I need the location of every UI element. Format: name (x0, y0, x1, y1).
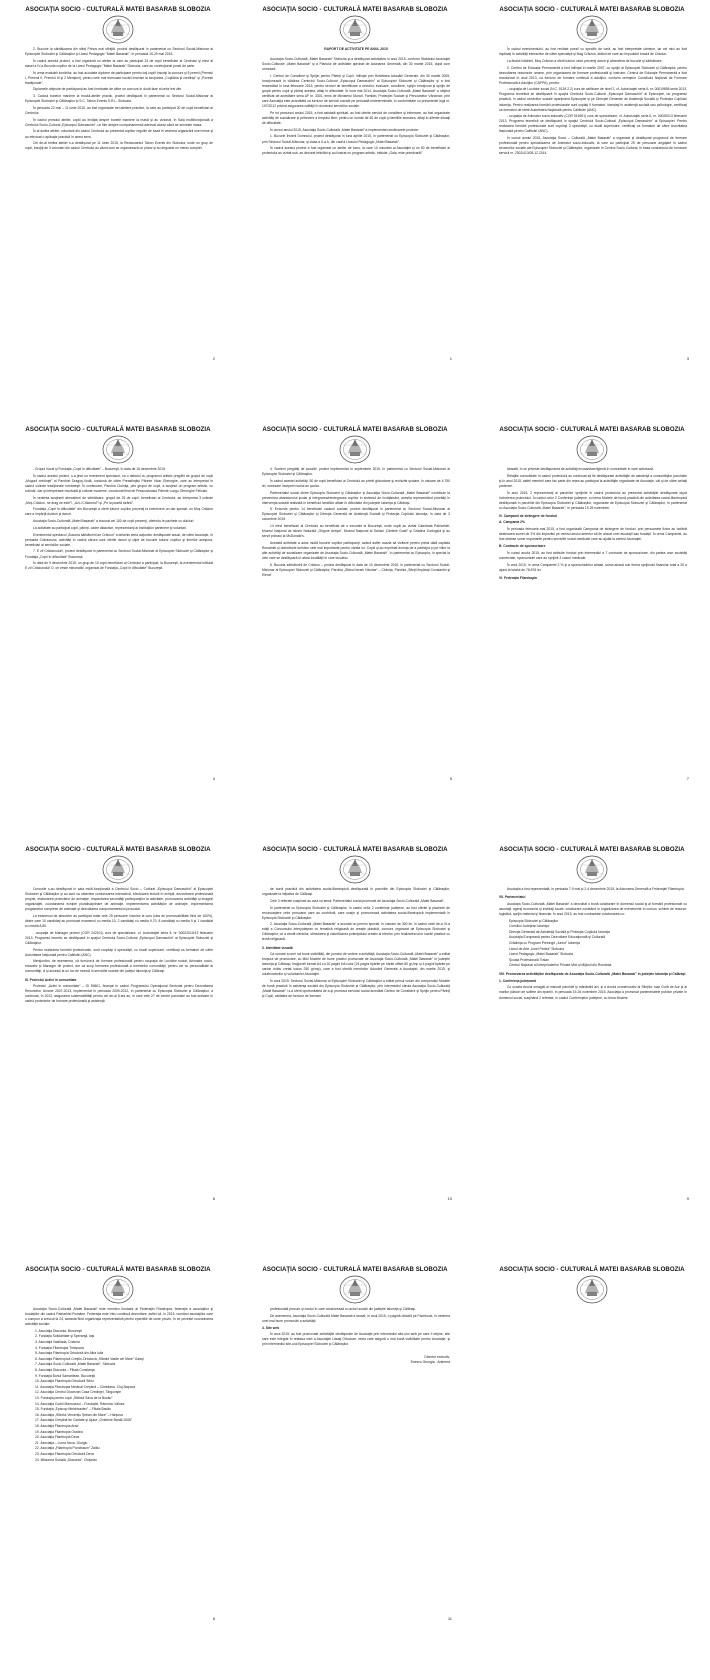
paragraph: Menţionăm, de asemenea, că furnizorul de formare profesională pentru ocupaţia de Lucrător social, Animator socio-educativ şi Manager de proiect, are ca scop formarea profesională a membrilor comunităţii, pentru cei cu personalitate al comunităţii, ci şi accesul la un loc de muncă în serviciile sociale din judeţul Ialomiţa şi Călăraşi. (25, 959, 213, 974)
list-item: 21. Asociaţia – Lucra Nova, Giurgiu (35, 1440, 88, 1445)
page-number: 8 (212, 1196, 215, 1201)
list-item: 23. Asociaţia Filantropia Ortodoxă Deva (35, 1451, 94, 1456)
signature-line: Director executiv, (424, 1355, 450, 1360)
list (35, 1329, 213, 1463)
paragraph: Relaţiile consolidate în cadrul proiectului au continuat să fie desfăşurate activităţile de asistenţă a comunităţilor parohiale şi în anul 2015, astfel membrii care fac parte din rețea au participat la activităţile organizate de Asociaţie, cât şi de către ceilalţi parteneri. (499, 473, 687, 488)
paragraph: Această activitate a adus multă bucurie copiilor participanţi, având astfel ocazia să viziteze pentru prima dată capitala României şi obiectivele turistice cele mai importante pentru vârsta lor. Copiii şi-au exprimat dorinţa de a participa şi pe viitor la alte activităţi de socializare organizate de Asociaţia Socio-Culturală „Matei Basarab”, în parteneriat cu Episcopia, în special la cele care se desfăşoară în afara localităţii în care locuiesc. (262, 541, 450, 561)
paragraph: În vederea susţinerii atmosferei de sărbătoare, grupul de 25 de copii, beneficiari ai Centrului, au interpretat 3 colinde „Moş Crăciun, ne drag ne este”!, „Azi-i Crăciunul”! şi „Pe la poartă strănii”. (25, 495, 213, 505)
page-header: ASOCIAŢIA SOCIO - CULTURALĂ MATEI BASARAB SLOBOZIA (499, 426, 685, 433)
list-item: Liceul Pedagogic „Matei Basarab” Slobozia (509, 952, 573, 957)
page-body (499, 887, 687, 1002)
list-item: 11. Asociaţia Filantropia Medical Creştină – Christiana, Cluj-Napoca (35, 1384, 136, 1389)
paragraph: Cu ocazia Anului omagial al misiunii parohiei şi mănăstirii azi, şi a Anului comemorativ al Sfinţilor Ioan Gură de Aur şi al marilor păstori de suflete din eparhii, în perioada 19-26 noiembrie 2015, Asociaţia a promovat parteneriatele publice private în domeniul social, susţinând 2 referate, în cadrul Conferinţelor judeţene, cu tema Modele (499, 985, 687, 1000)
list-item: 14. Asociaţia Codrii Mamucului – Fundaţiei, Râmnicu Vâlcea (35, 1401, 125, 1406)
document-page (474, 0, 710, 420)
paragraph: - ocupaţia de Lucrător social (N.C. 5139.2.2) curs de calificare de nivel 2, cf. Autorizaţiei seria IL nr. 00019858 seria 2013. Programul teoretică se desfăşoară în spaţiul Centrului Socio-Cultural „Episcopul Damaschin” al Episcopiei, iar programul practică, în cadrul serviciilor sociale aparţinând Episcopiei şi pe Direcţiei Generale de Asistenţă Socială şi Protecţia Copilului Ialomiţa. Pentru realizarea formării profesionale sunt cuplaţi 9 formatori, licenţiaţi în asistenţă socială sau psihologie, certificaţi ca formatori de către Autoritatea Naţională pentru Calificări (ANC). (499, 87, 687, 112)
emblem-logo (337, 854, 373, 885)
list (509, 919, 687, 969)
page-header: ASOCIAŢIA SOCIO - CULTURALĂ MATEI BASARAB SLOBOZIA (262, 426, 448, 433)
paragraph: Parteneriatul social dintre Episcopia Sloboziei şi Călăraşilor şi Asociaţia Socio-Culturală „Matei Basarab” contribuie la prevenirea abandonului şcolar şi integrarea/reintegrarea copiilor în sistemul de învăţământ, aceștia reprezentând priorităţi în intervenţia socială realizată în beneficiul familiilor aflate în dificultate din judeţele Ialomiţa şi Călăraşi. (262, 490, 450, 505)
document-page (474, 1260, 710, 1680)
paragraph: În anul 2015, 2 reprezentanţi ai parohiilor sprijinite în cadrul proiectului au prezentat activităţile desfăşurate după încheierea proiectului. În cadrul celor 2 Conferinţe judeţene, cu tema Modele de bună practică din activitatea social-filantropică desfăşurată în parohiile din Episcopia Sloboziei şi Călăraşilor, organizate de Episcopia Sloboziei şi Călăraşilor, în parteneriat cu Asociaţia Socio-Culturală „Matei Basarab”, în perioada 19-25 noiembrie. (499, 490, 687, 510)
page-number: 2 (212, 356, 215, 361)
paragraph: În cursul anului 2015, au fost atribuite fonduri prin intermediul a 7 contracte de sponsorizare, din partea unor societăţi comerciale, sponsorizări care au sprijinit 3 cazuri medicale. (499, 550, 687, 560)
paragraph: În data de 9 decembrie 2015, un grup de 10 copii beneficiari ai Centrului a participat, la Bucureşti, la evenimentul intitulat E ziI Crăciunului! O, ce veste minunată!, organizat de Fundaţia „Copii în dificultate” Bucureşti. (25, 561, 213, 571)
paragraph: Evenimentul spectacol „Bucuria sărbătoririi de Crăciun” a deschis seria acţiunilor desfăşurate anual, de către Asociaţie, în perioada Crăciunului, activităţi în cadrul cărora sunt oferite daruri şi clipe de bucurie tuturor copiilor şi tinerilor aceştora, beneficiari ai serviciilor sociale. (25, 532, 213, 547)
page-number: 5 (449, 776, 452, 781)
signature-block (262, 1355, 450, 1365)
paragraph: 6. Bucuria sărbătoririi de Crăciun – proiect desfăşurat în data de 10 decembrie 2015, în parteneriat cu Sectorul Social-Misionar al Episcopiei Sloboziei şi Călăraşilor, Parohia „Sfânul Ierarh Nicolae” – Ciulniţa, Parohia „Sfinţii Împăraţi Constantin şi Elena” (262, 562, 450, 578)
page-body (262, 1307, 450, 1365)
document-page (237, 1260, 473, 1680)
page-body (25, 467, 213, 573)
page-header: ASOCIAŢIA SOCIO - CULTURALĂ MATEI BASARAB SLOBOZIA (262, 846, 448, 853)
paragraph: profesională precum şi modul în care colaborează cu actori sociali din judeţele Ialomiţa şi Călăraşi. (270, 1307, 416, 1311)
page-header: ASOCIAŢIA SOCIO - CULTURALĂ MATEI BASARAB SLOBOZIA (499, 846, 685, 853)
page-body (262, 887, 450, 1001)
paragraph: 2. Bucurie la sărbătoarea din sfinţi Prinos mai sfinţită, proiect desfăşurat în parteneriat cu Sectorul Social-Misionar al Episcopiei Sloboziei şi Călăraşilor şi Liceul Pedagogic "Matei Basarab", în perioada 15-29 mai 2015. (25, 47, 213, 57)
list-item: 19. Asociaţia Filantropia Oradea (35, 1429, 83, 1434)
emblem-logo (100, 434, 136, 465)
list-item: 8. Asociaţia Diaconia – Filiala Constanţa (35, 1368, 95, 1373)
document-page (0, 0, 236, 420)
list-item: 24. Misiunea Socială „Diaconia”, Chişinău (35, 1457, 97, 1462)
list-item: 7. Asociaţia Socio-Culturală „Matei Basarab”, Slobozia (35, 1362, 116, 1367)
paragraph: În cadrul acestei activităţi, 50 de copii beneficiari ai Centrului au primit ghiozdane şi rechizite şcolare, în valoare de 4.750 lei, necesare începerii noului an şcolar. (262, 478, 450, 488)
paragraph: În cursul anului 2015, Asociaţia Socio – Culturală „Matei Basarab” a organizat şi desfăşurat programul de formare profesională pentru specializarea de Animator socio-educativ, la care au participat 25 de persoane angajate în cadrul structurilor sociale ale Episcopiei Sloboziei şi Călăraşilor, organizate în Centrul Socio-Cultural, în baza contractului de furnizare servicii nr. 2302/413/05.12.2014. (499, 136, 687, 156)
paragraph: Diplomele obţinute de participanţi au fost înmânate de către un concurs în două faze al celor trei zile. (33, 87, 183, 92)
paragraph: Asociaţia Socio-Culturală „Matei Basarab” a bucurat cei 100 de copii prezenţi, oferindu-le pachete cu dulciuri. (33, 519, 195, 524)
subsection-heading: A. Campania 2% (499, 520, 526, 525)
document-page (0, 420, 236, 840)
paragraph: de bună practică din activitatea social-filantropică desfăşurată în parohiile din Episcopia Sloboziei şi Călăraşilor, organizate la iniţiativa de Călăraşi. (262, 887, 450, 897)
paragraph: 3. Cadoul bunelor maniere la modul-atelier practic, proiect desfăşurat în parteneriat cu Sectorul Social-Misionar al Episcopiei Sloboziei şi Călăraşilor şi S.C. Tabon Events S.R.L. Slobozia. (25, 94, 213, 104)
list-item: Asociaţia Europeană pentru Dezvoltare Educaţională şi Culturală (509, 935, 606, 940)
page-number: 11 (447, 1616, 452, 1621)
page-header: ASOCIAŢIA SOCIO - CULTURALĂ MATEI BASARAB SLOBOZIA (262, 6, 448, 13)
list-item: Centrul Naţional al Intreprinderilor Private Mici şi Mijlocii din România. (509, 963, 613, 968)
document-page (237, 420, 473, 840)
paragraph: Pentru realizarea formării profesionale, sunt cooptaţi 4 specialişti, cu studii superioare, certificaţi ca formatori de către Autoritatea Naţională pentru Calificări (ANC). (25, 947, 213, 957)
page-body (25, 47, 213, 153)
list-item: 9. Fundaţia Bunul Samaritean, Bucureşti (35, 1373, 96, 1378)
paragraph: 2. Asociaţia Socio-Culturală „Matei Basarab” a acordat un premiu special, în valoare de 300 lei, în cadrul celei de-a VI-a ediţii a Concursului interjudeţean cu tematică religioasă de creaţie plastică, concurs organizat de Episcopia Sloboziei şi Călăraşilor, ce a cinstit clericilor, stimularea şi valorificarea potenţialului creativ al elevilor, prin realizarea unor lucrări plastice cu temă religioasă. (262, 922, 450, 942)
paragraph: Asociaţia Socio-Culturală „Matei Basarab” este membru fondator al Federaţiei Filantropia, federaţie a asociaţiilor şi fundaţiilor din cadrul Patriarhiei Române. Federaţia este întru continuă dezvoltare, astfel că, în 2015, numărul asociaţiilor care o compun a crescut la 24, aceasta fiind organizaţia reprezentativă pentru eparhiile de unde provin, în ce privește coordonarea activităţii sociale: (25, 1307, 213, 1327)
section-heading: VIII. Promovarea activităţilor desfăşurate de Asociaţia Socio-Culturală „Matei Basarab” în judeţele Ialomiţa şi Călăraşi (499, 971, 686, 976)
section-heading: 3. Identitate vizuală (262, 945, 293, 950)
paragraph: Proiectul „Activi în comunitate” – ID 59601, finanţat în cadrul Programului Operaţional Sectorial pentru Dezvoltarea Resurselor Umane 2007-2013, implementat în perioada 2009-2012, în parteneriat cu Episcopia Sloboziei şi Călăraşilor, a continuat, în 2013, asigurarea sustenabilităţii pentru cei de-al 5-lea an, în care cele 27 de centre parohiale au fost activate în cadrul proiectelor de formare profesională şi asistenţă (25, 984, 213, 1004)
list-item: 20. Asociaţia Filantropia Deva (35, 1435, 80, 1440)
subsection-heading: 4. Site web (262, 1325, 280, 1330)
page-body (25, 1307, 213, 1465)
list-item: 10. Asociaţia Filantropia Ortodoxă Sibiu (35, 1379, 94, 1384)
emblem-logo (100, 1274, 136, 1305)
page-body (262, 47, 450, 158)
document-page (474, 420, 710, 840)
paragraph: Asociaţia a fost reprezentată, în perioada 7-9 mai şi 2-4 decembrie 2015, la Adunarea Generală a Federaţiei Filantropia. (507, 887, 685, 891)
page-header: ASOCIAŢIA SOCIO - CULTURALĂ MATEI BASARAB SLOBOZIA (25, 426, 211, 433)
page-body (499, 467, 687, 582)
emblem-logo (574, 854, 610, 885)
list-item: Grădiniţa cu Program Prelungit „Junior” Ialomiţa (509, 940, 580, 945)
paragraph: Asociaţia Socio-Culturală „Matei Basarab” a dezvoltat o bună colaborare în domeniul social şi al formării profesionale cu asociaţii, agenţi economici şi instituţii locale, colaborare constând în organizarea de evenimente în comun, schimb de resurse: logistică, sprijin material şi financiar. În anul 2015, au fost contractate colaborarea cu: (499, 901, 687, 916)
paragraph: În cadrul acestui proiect, a fost organizat un atelier la care au participat 24 de copii beneficiari ai Centrului şi elevi ai clasei a IV-a Bucuria copiilor de la Liceul Pedagogic "Matei Basarab" Slobozia, care au confecţionat ponei de carte. (25, 58, 213, 68)
page-body (25, 887, 213, 1006)
subsection-heading: B. Contracte de sponsorizare (499, 544, 546, 549)
list-item: 17. Asociaţia Creştină de Caritate şi Ajutor „Ovidenie Bardă 2006” (35, 1418, 133, 1423)
paragraph: Fundaţia „Copii în dificultate” din Bucureşti a oferit tuturor copiilor prezenţi la eveniment un dar special: un Moş Crăciun care a împărţit dulciuri şi daruri. (25, 507, 213, 517)
emblem-logo (337, 434, 373, 465)
paragraph: Asociaţia Socio-Culturală „Matei Basarab” Slobozia şi-a desfăşurat activitatea în anul 2015, conform Statutului Asociaţiei Socio-Culturale „Matei Basarab” şi a Planului de activitate aprobat de Adunarea Generală, din 30 martie 2015, după cum urmează: (262, 57, 450, 72)
list-item: 4. Fundaţia Filantropia Timişoara (35, 1345, 84, 1350)
paragraph: 1. Bucurie Învierii Domnului, proiect desfăşurat în luna aprilie 2015, în parteneriat cu Episcopia Sloboziei şi Călăraşilor, prin Sectorul Social-Misionar, şi clasa a II-a A, din cadrul Liceului Pedagogic „Matei Basarab”. (262, 134, 450, 144)
list-item: 15. Fundaţia „Episcop Melchisedec” – Filiala Bacău (35, 1407, 112, 1412)
report-title: RAPORT DE ACTIVITATE PE ANUL 2015 (324, 47, 388, 51)
paragraph: În al doilea atelier, voluntarii din cadrul Centrului au prezentat copiilor regulile de bază în vederea organizării unei mese şi au efectuat o aplicaţie practică în acest sens. (25, 129, 213, 139)
list-item: 16. Asociaţia „Sfântul Vincenţiu Şeban din Mare” – Hârşova (35, 1412, 123, 1417)
subsection-heading: 1. Conferinţa judeţeană (499, 978, 536, 983)
section-heading: VI. Federaţia Filantropia (499, 575, 537, 580)
document-page (0, 1260, 236, 1680)
list-item: Episcopia Sloboziei şi Călăraşilor (509, 918, 559, 923)
list-item: 1. Asociaţia Diaconia, Bucureşti (35, 1328, 82, 1333)
emblem-logo (574, 1274, 610, 1305)
paragraph: În anul 2015, au fost promovate activităţile desfăşurate de Asociaţie prin intermediul site-ului web pe care îl deţine, site care este integrat în rețeaua web a Asociaţiei Lăsaţi Ortodoxe, rețea care asigură o mai bună vizibilitate pentru Asociaţie, şi prin intermediul site-ului Episcopiei Sloboziei şi Călăraşilor. (262, 1332, 450, 1347)
emblem-logo (337, 1274, 373, 1305)
list-item: Şcoala Profesională Traian (509, 957, 549, 962)
document-page (474, 840, 710, 1260)
paragraph: În perioada februarie-mai 2015, a fost organizată Campania de strângere de fonduri, prin persoanele fizice au hotărât destinarea sumei de 2% din impozitul pe venitul anului anterior să fie alocat unei asociaţii sau fundaţii. În urma Campaniei, au fost strânse sume importante pentru serviciile social-medicale care au ajutat la centrul Asociaţiei. (499, 527, 687, 542)
paragraph: 7. E ziI Crăciunului!!, proiect desfăşurat în parteneriat cu Sectorul Social-Misionar al Episcopiei Sloboziei şi Călăraşilor şi Fundaţia „Copii în dificultate” Bucureşti. (25, 549, 213, 559)
paragraph: 4. Suntem pregătiţi de şcoală!, proiect implementat în septembrie 2015, în parteneriat cu Sectorul Social-Misionar al Episcopiei Sloboziei şi Călăraşilor. (262, 467, 450, 477)
list-item: 6. Asociaţia Filantropică Creştin-Ortodoxă „Sfântul Vasile cel Mare” Galaţi (35, 1356, 144, 1361)
page-header: ASOCIAŢIA SOCIO - CULTURALĂ MATEI BASARAB SLOBOZIA (25, 846, 211, 853)
page-header: ASOCIAŢIA SOCIO - CULTURALĂ MATEI BASARAB SLOBOZIA (499, 1266, 685, 1273)
paragraph: De asemenea, Asociaţia Socio-Culturală Matei Basarab a lansat, în anul 2015, o pagină oficială pe Facebook, în vederea unei mai bune promovări a activităţii. (262, 1313, 450, 1323)
paragraph: În cadrul acestui proiect a fost organizat un atelier de lucru, la care 10 voluntari ai Asociaţiei şi un 50 de beneficiari ai proiectului au vizitat sub, au decorat felicitări şi au ilustrat un program artistic, intitulat „Gala, este primăvară!” (262, 146, 450, 156)
paragraph: Cel de-al treilea atelier s-a desfăşurat pe 11 iunie 2015, la Restaurantul Tabon Events din Slobozia, unde un grup de copii, însoţiţi de 3 voluntari din cadrul Centrului au văzut cum se organizează un prânz şi au degustat un meniu complet. (25, 141, 213, 151)
list-item: 12. Asociaţia Centrul Diocezan Casa Credinţei, Târgovişte (35, 1390, 121, 1395)
signature-line: Enescu Georgia - Andreea (410, 1360, 450, 1365)
list-item: 3. Asociaţia Vasiliada, Craiova (35, 1340, 80, 1345)
paragraph: În urma evaluării lucrărilor, au fost acordate diplome de participare pentru toţi copiii înscrişi la concurs şi 5 premii (Premiul I, Premiul II, Premiul III şi 2 Menţiuni), pentru cele mai frumoase lucrări înscrise la secţiunea „Copilăria şi credinţa” şi „Povești tradiţionale”. (25, 70, 213, 85)
paragraph: II. Centrul de Educaţie Permanentă a fost înfiinţat în martie 2007, cu sprijin al Episcopiei Sloboziei şi Călăraşilor, pentru dezvoltarea resurselor umane, prin organizarea de formare profesională şi instruire. Centrul de Educaţie Permanentă a fost reautorizat în anul 2013, ca furnizor de formare continuă a adulţilor, conform cerinţelor Consiliului Naţional de Formare Profesională a Adulţilor (CNFPA), pentru: (499, 65, 687, 85)
paragraph: Cursurile s-au desfăşurat în sala multi-funcţională a Centrului Socio – Cultural „Episcopul Damaschin” al Episcopiei Sloboziei şi Călăraşilor şi au avut ca obiective comunicarea interactivă, efectuarea lecturii în echipă, dezvoltarea profesională proprie, elaborarea proiectelor de animaţie, respectarea securităţii participanţilor la activitate, promovarea activităţii şi imaginii organizaţiei, coordonarea echipei pluridisciplinare de animaţie, implementarea activităţilor de animaţie, implementarea programelor complexe de animaţie şi dezvoltarea comportamentului prosocial. (25, 887, 213, 912)
page-body (499, 47, 687, 158)
paragraph: 14 elevi beneficiari ai Centrului au beneficiat de o excursie la Bucureşti, unde copiii au vizitat Catedrala Patriarhiei, Muzeul Naţional de Istorie Naturală „Grigore Antipa”, Muzeul Naţional al Satului „Dimitrie Gusti” şi Grădina Zoologică şi au servit prânzul la McDonald’s. (262, 524, 450, 539)
paragraph: I. Centrul de Consiliere şi Sprijin pentru Părinţi şi Copii, înfiinţat prin Hotărârea Adunării Generale, din 30 martie 2005, funcţionează în clădirea Centrului Socio-Cultural „Episcopul Damaschin” al Episcopiei Sloboziei şi Călăraşilor şi a fost reacreditat în luna februarie 2013, pentru servicii de identificare a nevoilor, evaluare, consiliere, sprijin emoţional şi sprijin de grupă pentru copii şi părinţi aceștia, aflaţi în dificultate. În luna mai 2014, Asociaţia Socio-Culturală „Matei Basarab” a obţinut certificat de acreditare seria AF nr. 3301, emis de Ministerul Muncii, Familiei, Protecţiei Sociale şi Persoanelor Vârstnice, prin care Asociaţia este acreditată ca furnizor de servicii sociale pe perioadă nedeterminată, în conformitate cu prevederile legii nr. 197/2012 privind asigurarea calităţii în domeniul serviciilor sociale. (262, 73, 450, 109)
paragraph: În anul 2015, în urma Campaniei 2 % şi a sponsorizărilor atrase, suma atrasă sub forma sprijinului financiar total a 25 a ajuns la totalul de 78.876 lei. (499, 562, 687, 572)
page-number: 9 (686, 1196, 689, 1201)
emblem-logo (574, 434, 610, 465)
document-page (237, 840, 473, 1260)
paragraph: La activitate au participat copii, părinţi, cadre didactice, reprezentanţi ai instituţiilor partenere şi voluntari. (33, 525, 187, 530)
page-header: ASOCIAŢIA SOCIO - CULTURALĂ MATEI BASARAB SLOBOZIA (262, 1266, 448, 1273)
page-number: 6 (212, 1616, 215, 1621)
section-heading: IV. Campanii de strângere de fonduri (499, 513, 558, 518)
paragraph: Pe tot parcursul anului 2015, a fost asistată spiritual, au fost oferite servicii de consiliere şi informare, au fost organizate activităţi de socializare şi petrecere a timpului liber, pentru un număr de 50 de copii şi familiile acestora, aflaţi în diferite situaţii de dificultate. (262, 110, 450, 125)
paragraph: În anul 2015, Sectorul Social-Misionar al Episcopiei Sloboziei şi Călăraşilor a editat primul volum din compendiul Modele de bună practică în asistenţa socială din Episcopia Sloboziei şi Călăraşilor, prin intermediul căruia Asociaţia Socio-Culturală „Matei Basarab” i s-a oferit oportunitatea de a-şi promova serviciul social acreditat Centrul de Consiliere şi Sprijin pentru Părinţi şi Copii, calitatea de furnizor de formare (262, 979, 450, 999)
section-heading: VII. Parteneriatul (499, 895, 526, 900)
page-header: ASOCIAŢIA SOCIO - CULTURALĂ MATEI BASARAB SLOBOZIA (499, 6, 685, 13)
paragraph: La examenul de absolvire au participat toate cele 25 persoane înscrise la curs (rata de promovabilitate fiind de 100%), dintre care 10 candidaţi au promovat examenul cu media 10, 2 candidaţi cu media 9,70, 8 candidaţi cu media 9 şi 1 candidat cu media 8,80. (25, 913, 213, 929)
section-heading: III. Proiectul Activi în comunitate (25, 977, 77, 982)
list-item: 2. Fundaţia Solidaritate şi Speranţă, Iaşi (35, 1334, 95, 1339)
page-number: 7 (686, 776, 689, 781)
paragraph: În cadrul acestui proiect, s-a ţinut un eveniment spectacol, ca o debutul cu programul artistic pregătit de grupul de copii „Mugurii credinţei” al Parohiei Dragoş-Vodă, condusă de către Preasfinţitul Părinte Vicar Gheorghe, care au interpretat în cadrul colinde tradiţionale româneşti. În continuare, Parohia Ciulniţa, prin grupul de copii, a susţinut un program artistic, cu colinde, dar şi interpretare muzicală şi colinde moderne, coordonat fiind de Preacuvioasul Părinte Lungu Gheorghe Felician. (25, 473, 213, 493)
list-item: Liceul de Arte „Ionel Perlea” Slobozia (509, 946, 565, 951)
paragraph: În cadrul primului atelier, copiii au învăţat despre bunele maniere la masă şi au vizionat, în Sala multifuncţională a Centrului Socio-Cultural „Episcopul Damaschin”, un film despre comportamentul adecvat atunci când se servește masa. (25, 117, 213, 127)
emblem-logo (574, 14, 610, 45)
paragraph: În cadrul evenimentului, au fost recitate poezii cu specific de vară, au fost interpretate cântece, iar cei mici au fost implicaţi în activităţi interactive de către specialişti şi Mag Crăciun, alături de care au împodobit bradul de Crăciun. (499, 47, 687, 57)
page-number: 4 (212, 776, 215, 781)
list-item: 5. Asociaţia Filantropia Ortodoxă din Alba Iulia (35, 1351, 104, 1356)
list-item: Direcţia Generală de Asistenţă Socială şi Protecţia Copilului Ialomiţa (509, 929, 610, 934)
page-number: 1 (449, 356, 452, 361)
emblem-logo (337, 14, 373, 45)
list-item: Consiliul Judeţean Ialomiţa (509, 924, 549, 929)
page-header: ASOCIAŢIA SOCIO - CULTURALĂ MATEI BASARAB SLOBOZIA (25, 1266, 211, 1273)
paragraph: Cele 3 referate susţinute au avut ca temă: Parteneriatul social promovat de Asociaţia Socio-Culturală „Matei Basarab”. (270, 898, 445, 903)
paragraph: - Grupul Vocal şi Fundaţia „Copii în dificultate” – Bucureşti, în data de 16 decembrie 2015. (33, 467, 166, 471)
paragraph: - ocupaţia de Animator socio-educativ (COR 516901) curs de specializare, cf. Autorizaţiei seria IL nr. 00020013 februarie 2013. Programa teoretică se desfăşoară în spaţiul Centrului Socio-Cultural „Episcopul Damaschin” al Episcopiei. Pentru realizarea formării profesionale sunt cuprinşi 3 specialişti, cu studii superioare, certificaţi ca formatori de către Autoritatea Naţională pentru Calificări (ANC). (499, 114, 687, 134)
document-page (237, 0, 473, 420)
list-item: 22. Asociaţia „Filantropia Porolissum” Zalău (35, 1446, 100, 1451)
list-item: 18. Asociaţia Filantropia Arad (35, 1423, 79, 1428)
emblem-logo (100, 854, 136, 885)
emblem-logo (100, 14, 136, 45)
paragraph: În cursul anului 2015, Asociaţia Socio-Culturală „Matei Basarab” a implementat următoarele proiecte: (270, 127, 420, 132)
paragraph: Ca urmare a unei noi bune vizibilităţi, din punctul de vedere a activităţii, Asociaţia Socio-Culturală „Matei Basarab” a editat broşura de promovare, cu titlul Modele de bune practici promovate de Asociaţia Socio-Culturală „Matei Basarab” în judeţele Ialomiţa şi Călăraşi, tiraj/profil format A4 cu 20 pagini full color (24 pagini tipărite pe hârtie offset 80 gr./mp şi 4 pagini tipărite pe carton dublu cretat lucios 250 gr/mp), care a fost oferită membrilor Adunării Generale a Asociaţiei, din martie 2015, şi colaboratorilor şi voluntarilor Asociaţiei. (262, 952, 450, 977)
paragraph: În perioada 22 mai – 11 iunie 2015, au fost organizate trei ateliere practice, la care au participat 20 de copii beneficiari ai Centrului. (25, 105, 213, 115)
paragraph: 5. Excursie pentru 14 beneficiari cadouri sociale, proiect desfăşurat în parteneriat cu Sectorul Social-Misionar al Episcopiei Sloboziei şi Călăraşilor şi Direcţia Generală de Asistenţă Socială şi Protecţia Copilului Ialomiţa, în data de 3 octombrie 2015. (262, 507, 450, 522)
list-item: 13. Fundaţia pentru copii „Sfântul Sava de la Buzău” (35, 1396, 113, 1400)
paragraph: La finalul întâlnirii, Moş Crăciun a oferit tuturor celor prezenţi daruri şi atmosfera de bucurie şi sărbătoare. (507, 58, 663, 63)
document-page (0, 840, 236, 1260)
page-body (262, 467, 450, 580)
paragraph: În parteneriat cu Episcopia Sloboziei şi Călăraşilor, în cadrul celor 2 conferinţe judeţene, au fost oferite şi plachete de recunoaştere celor persoane care au contribuit, care susţin şi promovează activitatea social-filantropică implementată în Episcopia Sloboziei şi Călăraşilor. (262, 905, 450, 920)
page-number: 3 (686, 356, 689, 361)
paragraph: - ocupaţia de Manager proiect (COR 242101) curs de specializare, cf. Autorizaţiei seria IL nr. 00022010/13 februarie 2013. Programul teoretic se desfăşoară în spaţiul Centrului Socio-Cultural „Episcopul Damaschin” al Episcopiei Sloboziei şi Călăraşilor. (25, 930, 213, 945)
paragraph: lansată, în ce privește desfăşurarea de activităţi ecosanitare/igienă în comunitate în care activează. (507, 467, 654, 471)
page-number: 10 (447, 1196, 452, 1201)
page-header: ASOCIAŢIA SOCIO - CULTURALĂ MATEI BASARAB SLOBOZIA (25, 6, 211, 13)
